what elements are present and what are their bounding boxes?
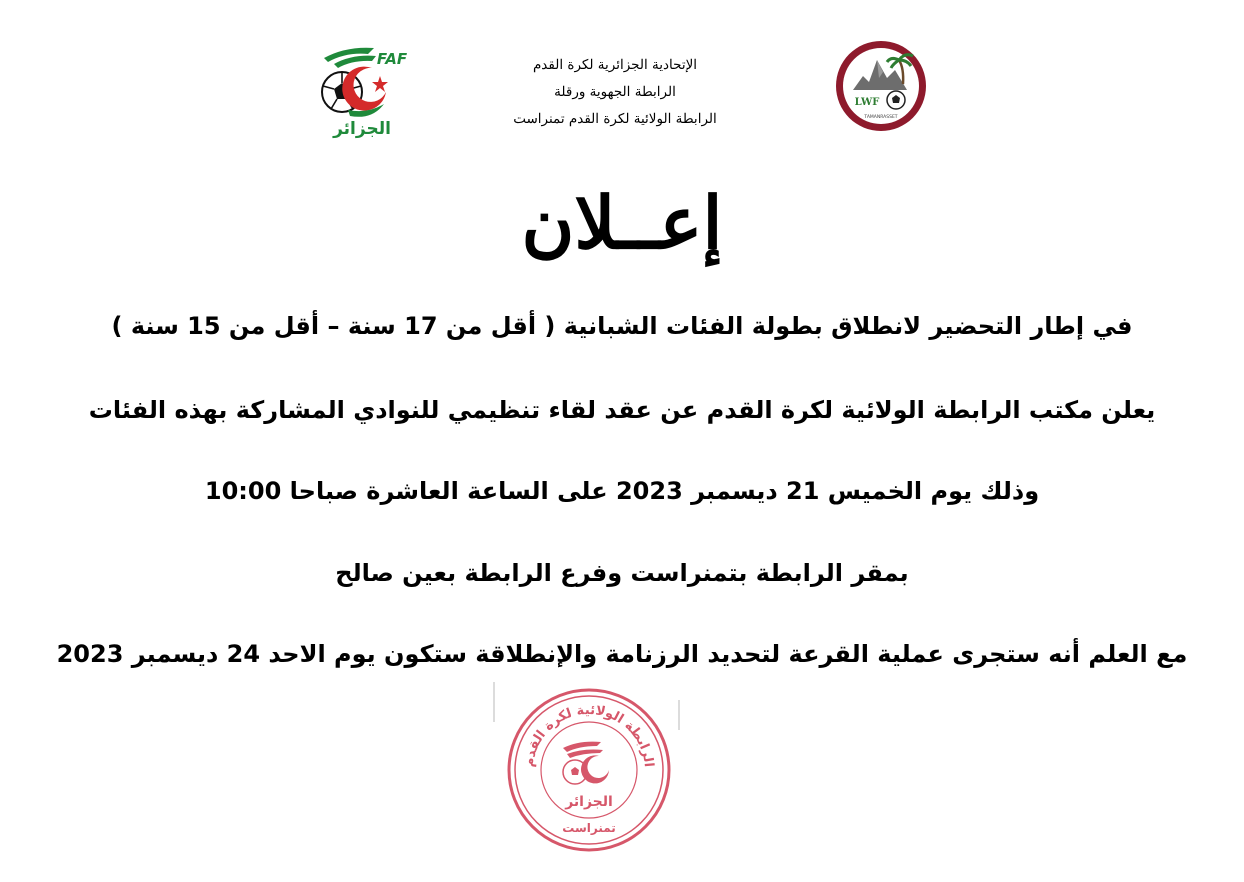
- scan-mark: [678, 700, 680, 730]
- announcement-line-5: مع العلم أنه ستجرى عملية القرعة لتحديد الرزنامة والإنطلاقة ستكون يوم الاحد 24 ديسمبر 2023: [56, 640, 1188, 668]
- stamp-center-text: الجزائر: [565, 794, 613, 810]
- faf-logo-text: الجزائر: [333, 119, 391, 139]
- stamp-ring-text: الرابطة الولائية لكرة القدم: [521, 702, 656, 768]
- header-regional-league: الرابطة الجهوية ورقلة: [554, 84, 676, 100]
- announcement-line-3: وذلك يوم الخميس 21 ديسمبر 2023 على الساعة العاشرة صباحا 10:00: [204, 477, 1040, 505]
- organization-header: [470, 52, 760, 133]
- header-federation-name: الإتحادية الجزائرية لكرة القدم: [532, 57, 698, 73]
- faf-algeria-logo: [316, 40, 412, 140]
- official-stamp: [505, 686, 673, 854]
- lwf-logo-subtext: TAMANRASSET: [864, 115, 898, 120]
- stamp-bottom-text: تمنراست: [562, 821, 616, 835]
- header-wilaya-league: الرابطة الولائية لكرة القدم تمنراست: [513, 111, 717, 127]
- announcement-line-2: يعلن مكتب الرابطة الولائية لكرة القدم عن عقد لقاء تنظيمي للنوادي المشاركة بهذه الفئات: [88, 396, 1156, 424]
- announcement-line-1: في إطار التحضير لانطلاق بطولة الفئات الشبانية ( أقل من 17 سنة – أقل من 15 سنة ): [111, 312, 1133, 340]
- lwf-tamanrasset-logo: [833, 38, 929, 134]
- announcement-line-4: بمقر الرابطة بتمنراست وفرع الرابطة بعين صالح: [335, 559, 909, 587]
- lwf-logo-text: LWF: [854, 97, 880, 108]
- announcement-title: إعــلان: [521, 180, 723, 265]
- scan-mark: [493, 682, 495, 722]
- faf-logo-letters: FAF: [376, 50, 408, 68]
